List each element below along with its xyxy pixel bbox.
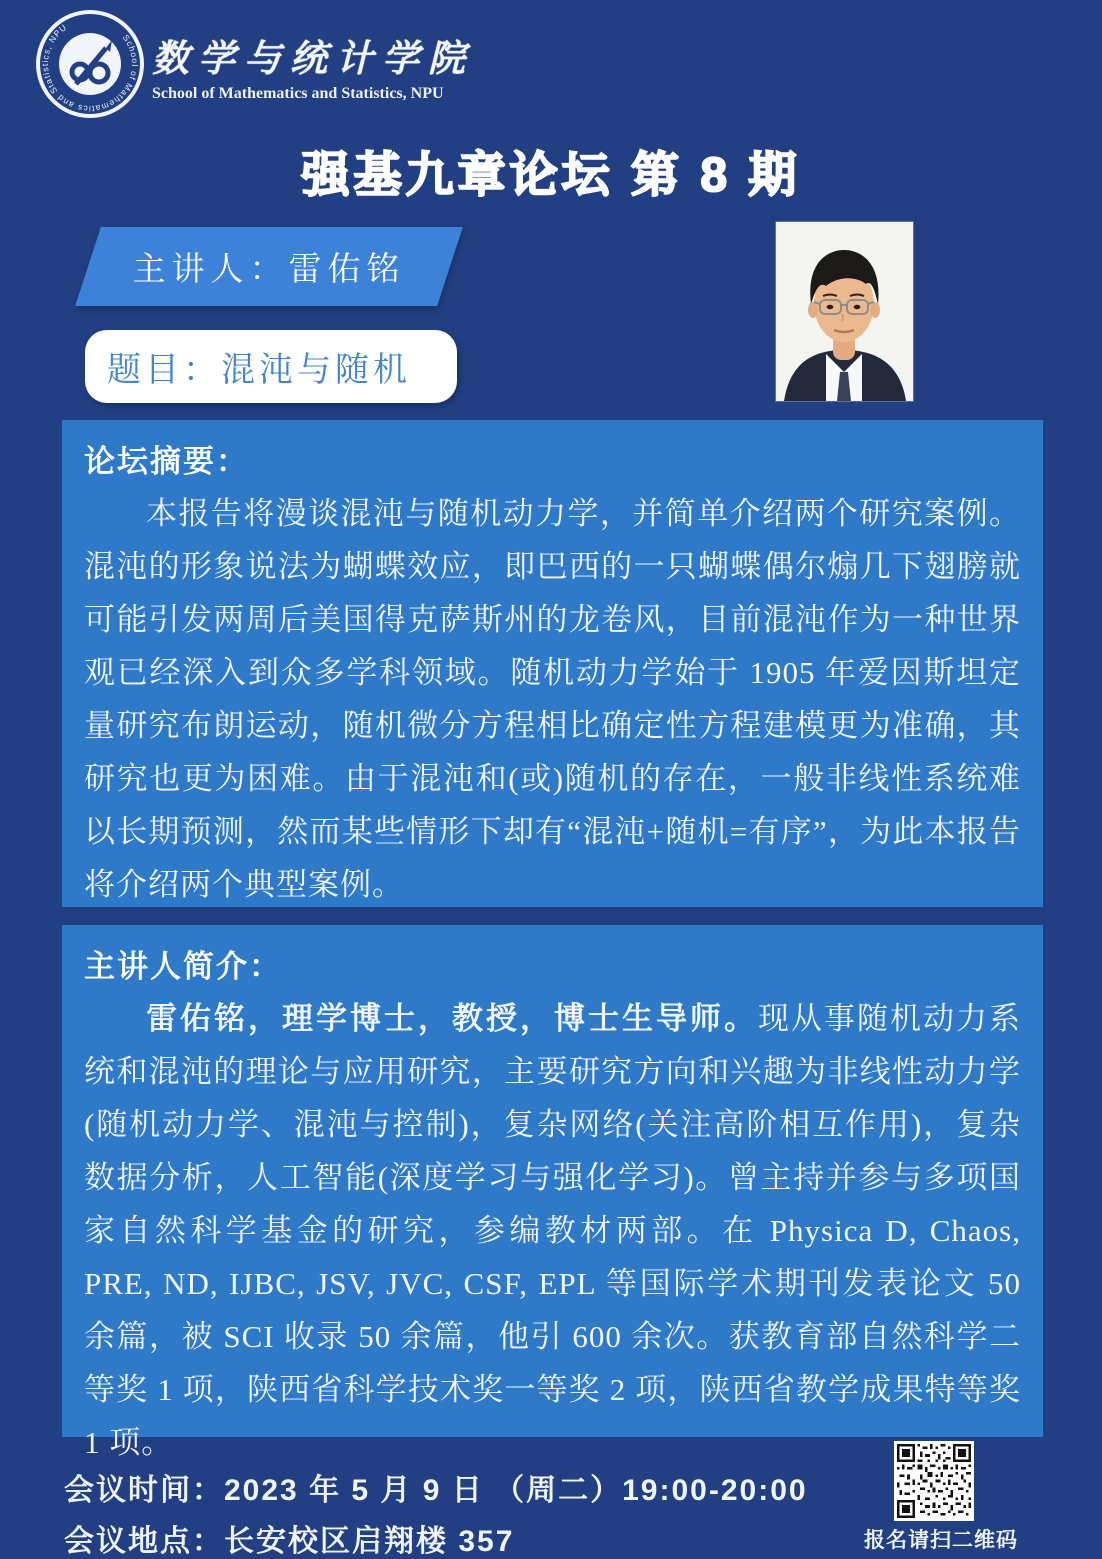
bio-heading: 主讲人简介： (84, 949, 282, 984)
bio-body: 现从事随机动力系统和混沌的理论与应用研究，主要研究方向和兴趣为非线性动力学(随机动力学、混沌与控制)，复杂网络(关注高阶相互作用)，复杂数据分析，人工智能(深度学习与强化学习)。曾主持并参与多项国家自然科学基金的研究，参编教材两部。在 Physica D, Chaos, PRE, ND, IJBC, JSV, JVC, CSF, EPL 等国际学术期刊发表论文 50 余篇，被 SCI 收录 50 余篇，他引 600 余次。获教育部自然科学二等奖 1 项，陕西省科学技术奖一等奖 2 项，陕西省教学成果特等奖 1 项。 (84, 1001, 1021, 1460)
seal-ring-text: School of Mathematics and Statistics, NPU (39, 21, 141, 115)
topic-label: 题目：混沌与随机 (107, 352, 411, 389)
bio-text (84, 992, 1021, 1469)
abstract-text: 本报告将漫谈混沌与随机动力学，并简单介绍两个研究案例。混沌的形象说法为蝴蝶效应，即巴西的一只蝴蝶偶尔煽几下翅膀就可能引发两周后美国得克萨斯州的龙卷风，目前混沌作为一种世界观已经深入到众多学科领域。随机动力学始于 1905 年爱因斯坦定量研究布朗运动，随机微分方程相比确定性方程建模更为准确，其研究也更为困难。由于混沌和(或)随机的存在，一般非线性系统难以长期预测，然而某些情形下却有“混沌+随机=有序”，为此本报告将介绍两个典型案例。 (84, 496, 1021, 902)
abstract-heading: 论坛摘要： (84, 444, 249, 479)
school-name-cn: 数学与统计学院 (152, 36, 474, 80)
topic-pill (85, 330, 457, 403)
school-name-block (152, 28, 474, 103)
speaker-banner (75, 227, 463, 306)
meeting-time: 会议时间：2023 年 5 月 9 日 （周二）19:00-20:00 (64, 1474, 808, 1507)
qr-code-icon (894, 1441, 974, 1521)
speaker-photo (776, 222, 913, 401)
abstract-panel (62, 420, 1043, 907)
school-name-en: School of Mathematics and Statistics, NPU (152, 85, 444, 102)
meeting-location: 会议地点：长安校区启翔楼 357 (64, 1525, 515, 1558)
bio-panel (62, 925, 1043, 1460)
speaker-name: 主讲人：雷佑铭 (132, 252, 406, 288)
qr-caption: 报名请扫二维码 (864, 1529, 1018, 1552)
poster-title: 强基九章论坛 第 8 期 (301, 149, 801, 202)
bio-lead: 雷佑铭，理学博士，教授，博士生导师。 (146, 1001, 758, 1036)
school-seal-icon (36, 10, 144, 118)
